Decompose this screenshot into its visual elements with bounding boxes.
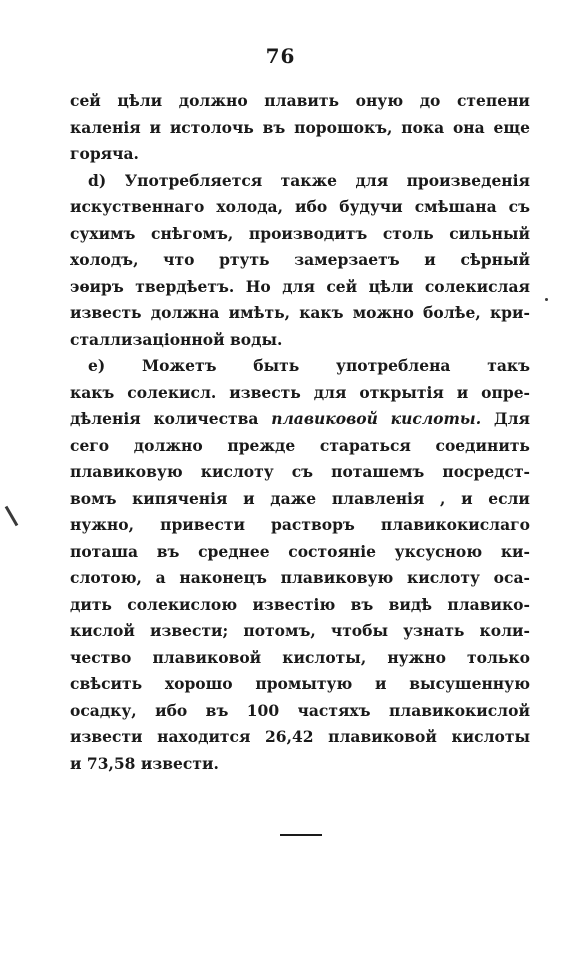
text-line xyxy=(70,115,530,142)
word: плавиковую xyxy=(280,568,394,587)
word: холодъ, xyxy=(70,250,139,269)
word: а xyxy=(155,568,166,587)
text-line xyxy=(70,512,530,539)
text-line xyxy=(70,592,530,619)
word: быть xyxy=(253,356,300,375)
word: въ xyxy=(350,594,374,614)
text-line xyxy=(70,751,530,778)
text-line xyxy=(70,539,530,566)
word: , xyxy=(440,488,446,508)
text-line xyxy=(70,274,530,301)
word: поташа xyxy=(70,541,139,561)
word: только xyxy=(467,647,530,667)
word: и xyxy=(70,753,82,773)
word: горяча. xyxy=(70,144,139,163)
word: будучи xyxy=(339,197,403,216)
word: степени xyxy=(456,91,530,110)
word: еще xyxy=(493,117,530,137)
ink-speck xyxy=(5,506,19,527)
word: уксусною xyxy=(394,541,483,561)
word: даже xyxy=(270,488,317,508)
word: съ xyxy=(508,197,530,216)
word: кри- xyxy=(489,303,530,322)
word: какъ xyxy=(299,303,344,322)
word: кислоты. xyxy=(390,409,482,428)
text-line xyxy=(70,433,530,460)
word: ки- xyxy=(500,541,530,561)
word: хорошо xyxy=(164,674,233,693)
word: холода, xyxy=(216,197,283,216)
text-line xyxy=(70,353,530,380)
word: плавиковой xyxy=(271,409,378,428)
word: 26,42 xyxy=(265,727,314,746)
word: кислоты, xyxy=(282,647,367,667)
word: имѣть, xyxy=(228,303,290,322)
word: слотою, xyxy=(70,568,142,587)
word: узнать xyxy=(403,621,465,640)
word: въ xyxy=(262,117,286,137)
word: промытую xyxy=(255,674,353,693)
word: каленія xyxy=(70,117,141,137)
text-line xyxy=(70,671,530,698)
word: твердѣетъ. xyxy=(135,276,235,296)
word: цѣли xyxy=(368,276,414,296)
word: пока xyxy=(401,117,445,137)
word: кислоту xyxy=(200,462,274,481)
word: она xyxy=(452,117,485,137)
word: плавикокислаго xyxy=(380,515,530,534)
word: количества xyxy=(153,409,259,428)
word: ибо xyxy=(155,700,188,720)
text-line xyxy=(70,88,530,115)
word: для xyxy=(313,382,347,402)
text-line xyxy=(70,459,530,486)
word: известь xyxy=(70,303,142,322)
word: болѣе, xyxy=(423,303,481,322)
word: сего xyxy=(70,435,110,455)
word: открытія xyxy=(359,382,444,402)
text-line xyxy=(70,141,530,168)
word: привести xyxy=(160,515,245,534)
word: и xyxy=(424,250,436,269)
word: чество xyxy=(70,647,132,667)
word: высушенную xyxy=(409,674,530,693)
word: должно xyxy=(133,435,203,455)
text-line xyxy=(70,380,530,407)
word: поташемъ xyxy=(331,462,425,481)
word: если xyxy=(488,488,530,508)
word: наконецъ xyxy=(179,568,267,587)
word: плавить xyxy=(264,91,340,110)
word: осадку, xyxy=(70,700,137,720)
word: также xyxy=(280,170,338,190)
word: чтобы xyxy=(330,621,389,640)
word: для xyxy=(355,170,389,190)
word: ртуть xyxy=(219,250,270,269)
word: оную xyxy=(355,91,404,110)
word: плавиковой xyxy=(328,727,437,746)
word: известь xyxy=(229,382,301,402)
word: прежде xyxy=(227,435,296,455)
word: вомъ xyxy=(70,488,117,508)
word: извести. xyxy=(140,753,219,773)
word: въ xyxy=(156,541,180,561)
word: стараться xyxy=(319,435,411,455)
word: цѣли xyxy=(117,91,163,110)
word: e) xyxy=(88,356,106,375)
word: солекисл. xyxy=(127,382,217,402)
body-text xyxy=(70,88,530,777)
page-number: 76 xyxy=(265,44,296,68)
word: Употребляется xyxy=(124,170,263,190)
word: Но xyxy=(245,276,271,296)
word: произведенія xyxy=(406,170,530,190)
word: солекислая xyxy=(424,276,530,296)
word: кислоты xyxy=(451,727,530,746)
text-line xyxy=(70,618,530,645)
word: солекислою xyxy=(127,594,238,614)
word: нужно, xyxy=(70,515,134,534)
word: Можетъ xyxy=(141,356,217,375)
word: снѣгомъ, xyxy=(151,223,234,243)
ink-speck xyxy=(545,298,548,301)
word: кислоту xyxy=(407,568,480,587)
word: и xyxy=(461,488,473,508)
word: замерзаетъ xyxy=(294,250,400,269)
word: сѣрный xyxy=(460,250,530,269)
word: растворъ xyxy=(271,515,355,534)
word: ибо xyxy=(295,197,328,216)
text-line xyxy=(70,300,530,327)
word: такъ xyxy=(487,356,530,375)
word: плавиковой xyxy=(152,647,262,667)
word: должна xyxy=(150,303,220,322)
word: кислой xyxy=(70,621,135,640)
word: и xyxy=(375,674,387,693)
word: 73,58 xyxy=(86,753,136,773)
word: 100 xyxy=(246,700,280,720)
word: употреблена xyxy=(336,356,451,375)
word: въ xyxy=(205,700,229,720)
word: кипяченія xyxy=(132,488,228,508)
text-line xyxy=(70,247,530,274)
word: коли- xyxy=(479,621,530,640)
word: среднее xyxy=(198,541,270,561)
word: и xyxy=(456,382,469,402)
word: плавленія xyxy=(331,488,425,508)
text-line xyxy=(70,724,530,751)
word: видѣ xyxy=(388,594,433,614)
word: соединить xyxy=(435,435,530,455)
word: какъ xyxy=(70,382,115,402)
end-rule xyxy=(280,834,322,836)
word: сей xyxy=(70,91,101,110)
word: плавикокислой xyxy=(388,700,530,720)
word: должно xyxy=(178,91,248,110)
word: Для xyxy=(493,409,530,428)
word: нужно xyxy=(387,647,446,667)
text-line xyxy=(70,194,530,221)
word: находится xyxy=(157,727,251,746)
word: истолочь xyxy=(169,117,254,137)
word: свѣсить xyxy=(70,674,143,693)
word: и xyxy=(149,117,162,137)
text-line xyxy=(70,565,530,592)
word: смѣшана xyxy=(414,197,497,216)
word: до xyxy=(419,91,441,110)
word: извести; xyxy=(150,621,229,640)
word: что xyxy=(163,250,195,269)
word: воды. xyxy=(230,329,283,349)
word: опре- xyxy=(481,382,530,402)
text-line xyxy=(70,486,530,513)
word: для xyxy=(282,276,315,296)
word: порошокъ, xyxy=(294,117,393,137)
word: сухимъ xyxy=(70,223,136,243)
word: дить xyxy=(70,594,112,614)
word: плавиковую xyxy=(70,462,183,481)
word: d) xyxy=(88,170,107,190)
text-line xyxy=(70,406,530,433)
word: сильный xyxy=(449,223,530,243)
word: сталлизаціонной xyxy=(70,329,225,349)
word: столь xyxy=(382,223,434,243)
word: сей xyxy=(326,276,358,296)
word: состояніе xyxy=(288,541,376,561)
word: эѳиръ xyxy=(70,276,124,296)
word: и xyxy=(243,488,255,508)
text-line xyxy=(70,645,530,672)
word: частяхъ xyxy=(297,700,371,720)
word: оса- xyxy=(493,568,530,587)
text-line xyxy=(70,221,530,248)
text-line xyxy=(70,698,530,725)
word: искуственнаго xyxy=(70,197,205,216)
word: можно xyxy=(352,303,414,322)
word: известію xyxy=(252,594,336,614)
word: производитъ xyxy=(248,223,368,243)
word: плавико- xyxy=(447,594,530,614)
word: посредст- xyxy=(442,462,530,481)
word: съ xyxy=(291,462,314,481)
word: потомъ, xyxy=(243,621,316,640)
text-line xyxy=(70,168,530,195)
word: дѣленія xyxy=(70,409,141,428)
word: извести xyxy=(70,727,143,746)
text-line xyxy=(70,327,530,354)
